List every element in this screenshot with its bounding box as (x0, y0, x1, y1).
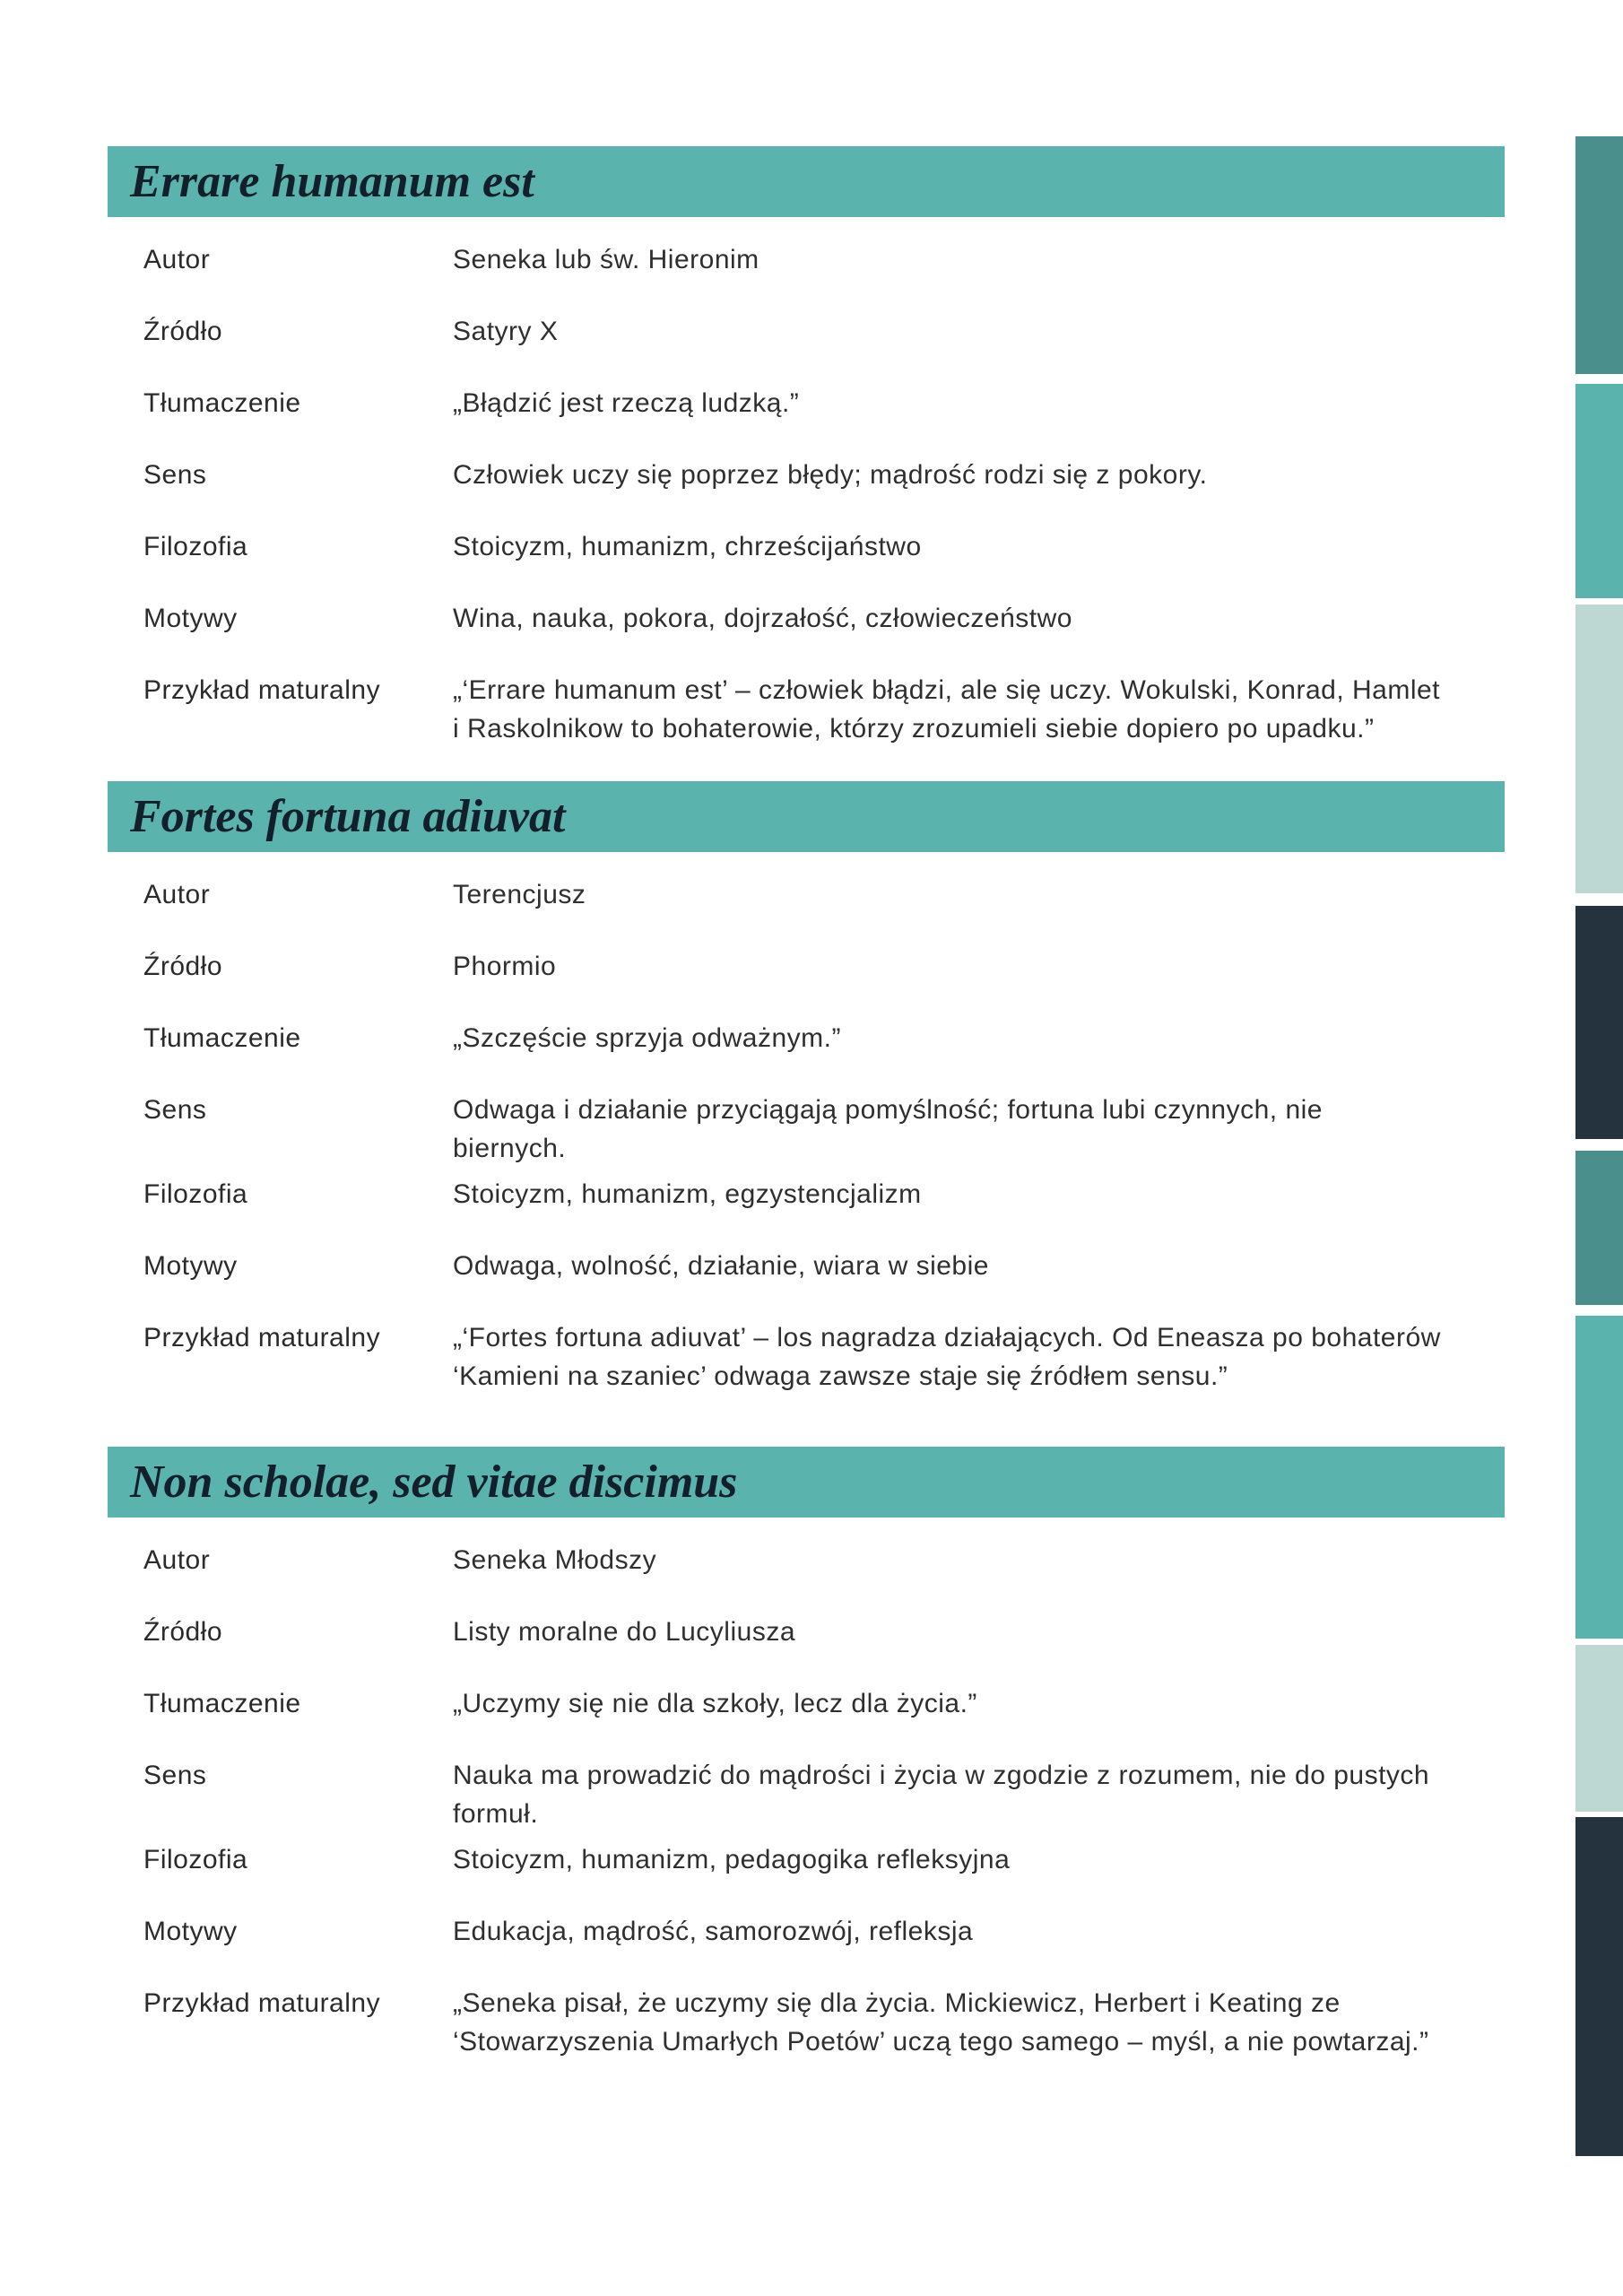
field-row-tlumaczenie (143, 1019, 1444, 1057)
field-row-przyklad-maturalny (143, 671, 1444, 748)
field-row-przyklad-maturalny (143, 1318, 1444, 1396)
field-value: Phormio (453, 952, 557, 981)
field-label: Tłumaczenie (143, 1689, 301, 1718)
field-value: Stoicyzm, humanizm, chrześcijaństwo (453, 532, 922, 561)
field-label: Przykład maturalny (143, 675, 381, 705)
field-label: Przykład maturalny (143, 1988, 381, 2018)
field-label: Filozofia (143, 1179, 248, 1209)
field-value: Stoicyzm, humanizm, egzystencjalizm (453, 1179, 922, 1209)
field-value: Listy moralne do Lucyliusza (453, 1617, 796, 1647)
field-row-zrodlo (143, 312, 1444, 351)
field-label: Przykład maturalny (143, 1323, 381, 1352)
field-value: Satyry X (453, 317, 559, 346)
field-row-zrodlo (143, 947, 1444, 986)
field-value: „Seneka pisał, że uczymy się dla życia. Mickiewicz, Herbert i Keating ze ‘Stowarzyszenia Umarłych Poetów’ uczą tego samego – myśl, a nie powtarzaj.” (453, 1988, 1429, 2057)
field-label: Tłumaczenie (143, 388, 301, 418)
field-row-motywy (143, 1912, 1444, 1951)
section-errare-humanum-est (108, 146, 1505, 748)
field-row-tlumaczenie (143, 1684, 1444, 1723)
field-value: Terencjusz (453, 880, 586, 909)
section-header (108, 781, 1505, 852)
field-row-sens (143, 456, 1444, 494)
sidebar-accent-block-dark-teal (1575, 1151, 1623, 1305)
sidebar-accent-block-dark-teal (1575, 136, 1623, 374)
sidebar-accent-block-navy (1575, 1817, 1623, 2156)
sidebar-accent-block-light-teal (1575, 1645, 1623, 1812)
field-label: Źródło (143, 952, 223, 981)
field-value: Odwaga, wolność, działanie, wiara w siebie (453, 1251, 989, 1281)
field-label: Motywy (143, 1917, 238, 1946)
sidebar-accent-block-teal (1575, 384, 1623, 598)
field-row-autor (143, 240, 1444, 279)
field-row-motywy (143, 1247, 1444, 1285)
sidebar-accent-block-teal (1575, 1316, 1623, 1639)
field-row-sens (143, 1756, 1444, 1833)
section-header (108, 1447, 1505, 1518)
field-value: Seneka lub św. Hieronim (453, 245, 759, 274)
field-label: Filozofia (143, 532, 248, 561)
field-row-filozofia (143, 527, 1444, 566)
field-label: Filozofia (143, 1845, 248, 1874)
field-value: „Uczymy się nie dla szkoły, lecz dla życia.” (453, 1689, 977, 1718)
section-header (108, 146, 1505, 217)
field-table (108, 1518, 1505, 2061)
field-table (108, 217, 1505, 748)
field-value: Seneka Młodszy (453, 1545, 657, 1575)
field-value: „‘Fortes fortuna adiuvat’ – los nagradza działających. Od Eneasza po bohaterów ‘Kamieni na szaniec’ odwaga zawsze staje się źródłem sensu.” (453, 1323, 1441, 1391)
field-value: Odwaga i działanie przyciągają pomyślność; fortuna lubi czynnych, nie biernych. (453, 1095, 1323, 1163)
field-row-zrodlo (143, 1613, 1444, 1651)
sidebar-accent-block-light-teal (1575, 604, 1623, 893)
field-row-autor (143, 1541, 1444, 1579)
field-row-motywy (143, 599, 1444, 638)
field-value: Edukacja, mądrość, samorozwój, refleksja (453, 1917, 974, 1946)
field-value: Stoicyzm, humanizm, pedagogika refleksyjna (453, 1845, 1011, 1874)
field-label: Motywy (143, 1251, 238, 1281)
field-value: Wina, nauka, pokora, dojrzałość, człowieczeństwo (453, 604, 1072, 633)
field-label: Sens (143, 460, 207, 490)
field-label: Sens (143, 1095, 207, 1125)
field-row-filozofia (143, 1175, 1444, 1213)
field-value: „‘Errare humanum est’ – człowiek błądzi, ale się uczy. Wokulski, Konrad, Hamlet i Raskolnikow to bohaterowie, którzy zrozumieli siebie dopiero po upadku.” (453, 675, 1441, 744)
field-label: Autor (143, 880, 211, 909)
sidebar-accent-block-navy (1575, 906, 1623, 1139)
field-label: Autor (143, 245, 211, 274)
section-fortes-fortuna-adiuvat (108, 781, 1505, 1396)
field-label: Tłumaczenie (143, 1023, 301, 1053)
field-label: Autor (143, 1545, 211, 1575)
field-table (108, 852, 1505, 1396)
field-value: Nauka ma prowadzić do mądrości i życia w zgodzie z rozumem, nie do pustych formuł. (453, 1761, 1430, 1829)
section-title: Errare humanum est (130, 156, 534, 207)
field-row-przyklad-maturalny (143, 1984, 1444, 2061)
field-row-sens (143, 1091, 1444, 1168)
section-title: Fortes fortuna adiuvat (130, 791, 566, 842)
field-label: Motywy (143, 604, 238, 633)
field-value: Człowiek uczy się poprzez błędy; mądrość rodzi się z pokory. (453, 460, 1208, 490)
field-value: „Szczęście sprzyja odważnym.” (453, 1023, 841, 1053)
field-row-autor (143, 875, 1444, 914)
field-label: Sens (143, 1761, 207, 1790)
field-row-filozofia (143, 1840, 1444, 1879)
field-value: „Błądzić jest rzeczą ludzką.” (453, 388, 800, 418)
field-label: Źródło (143, 1617, 223, 1647)
section-title: Non scholae, sed vitae discimus (130, 1457, 738, 1508)
field-label: Źródło (143, 317, 223, 346)
field-row-tlumaczenie (143, 384, 1444, 422)
section-non-scholae-sed-vitae-discimus (108, 1447, 1505, 2061)
